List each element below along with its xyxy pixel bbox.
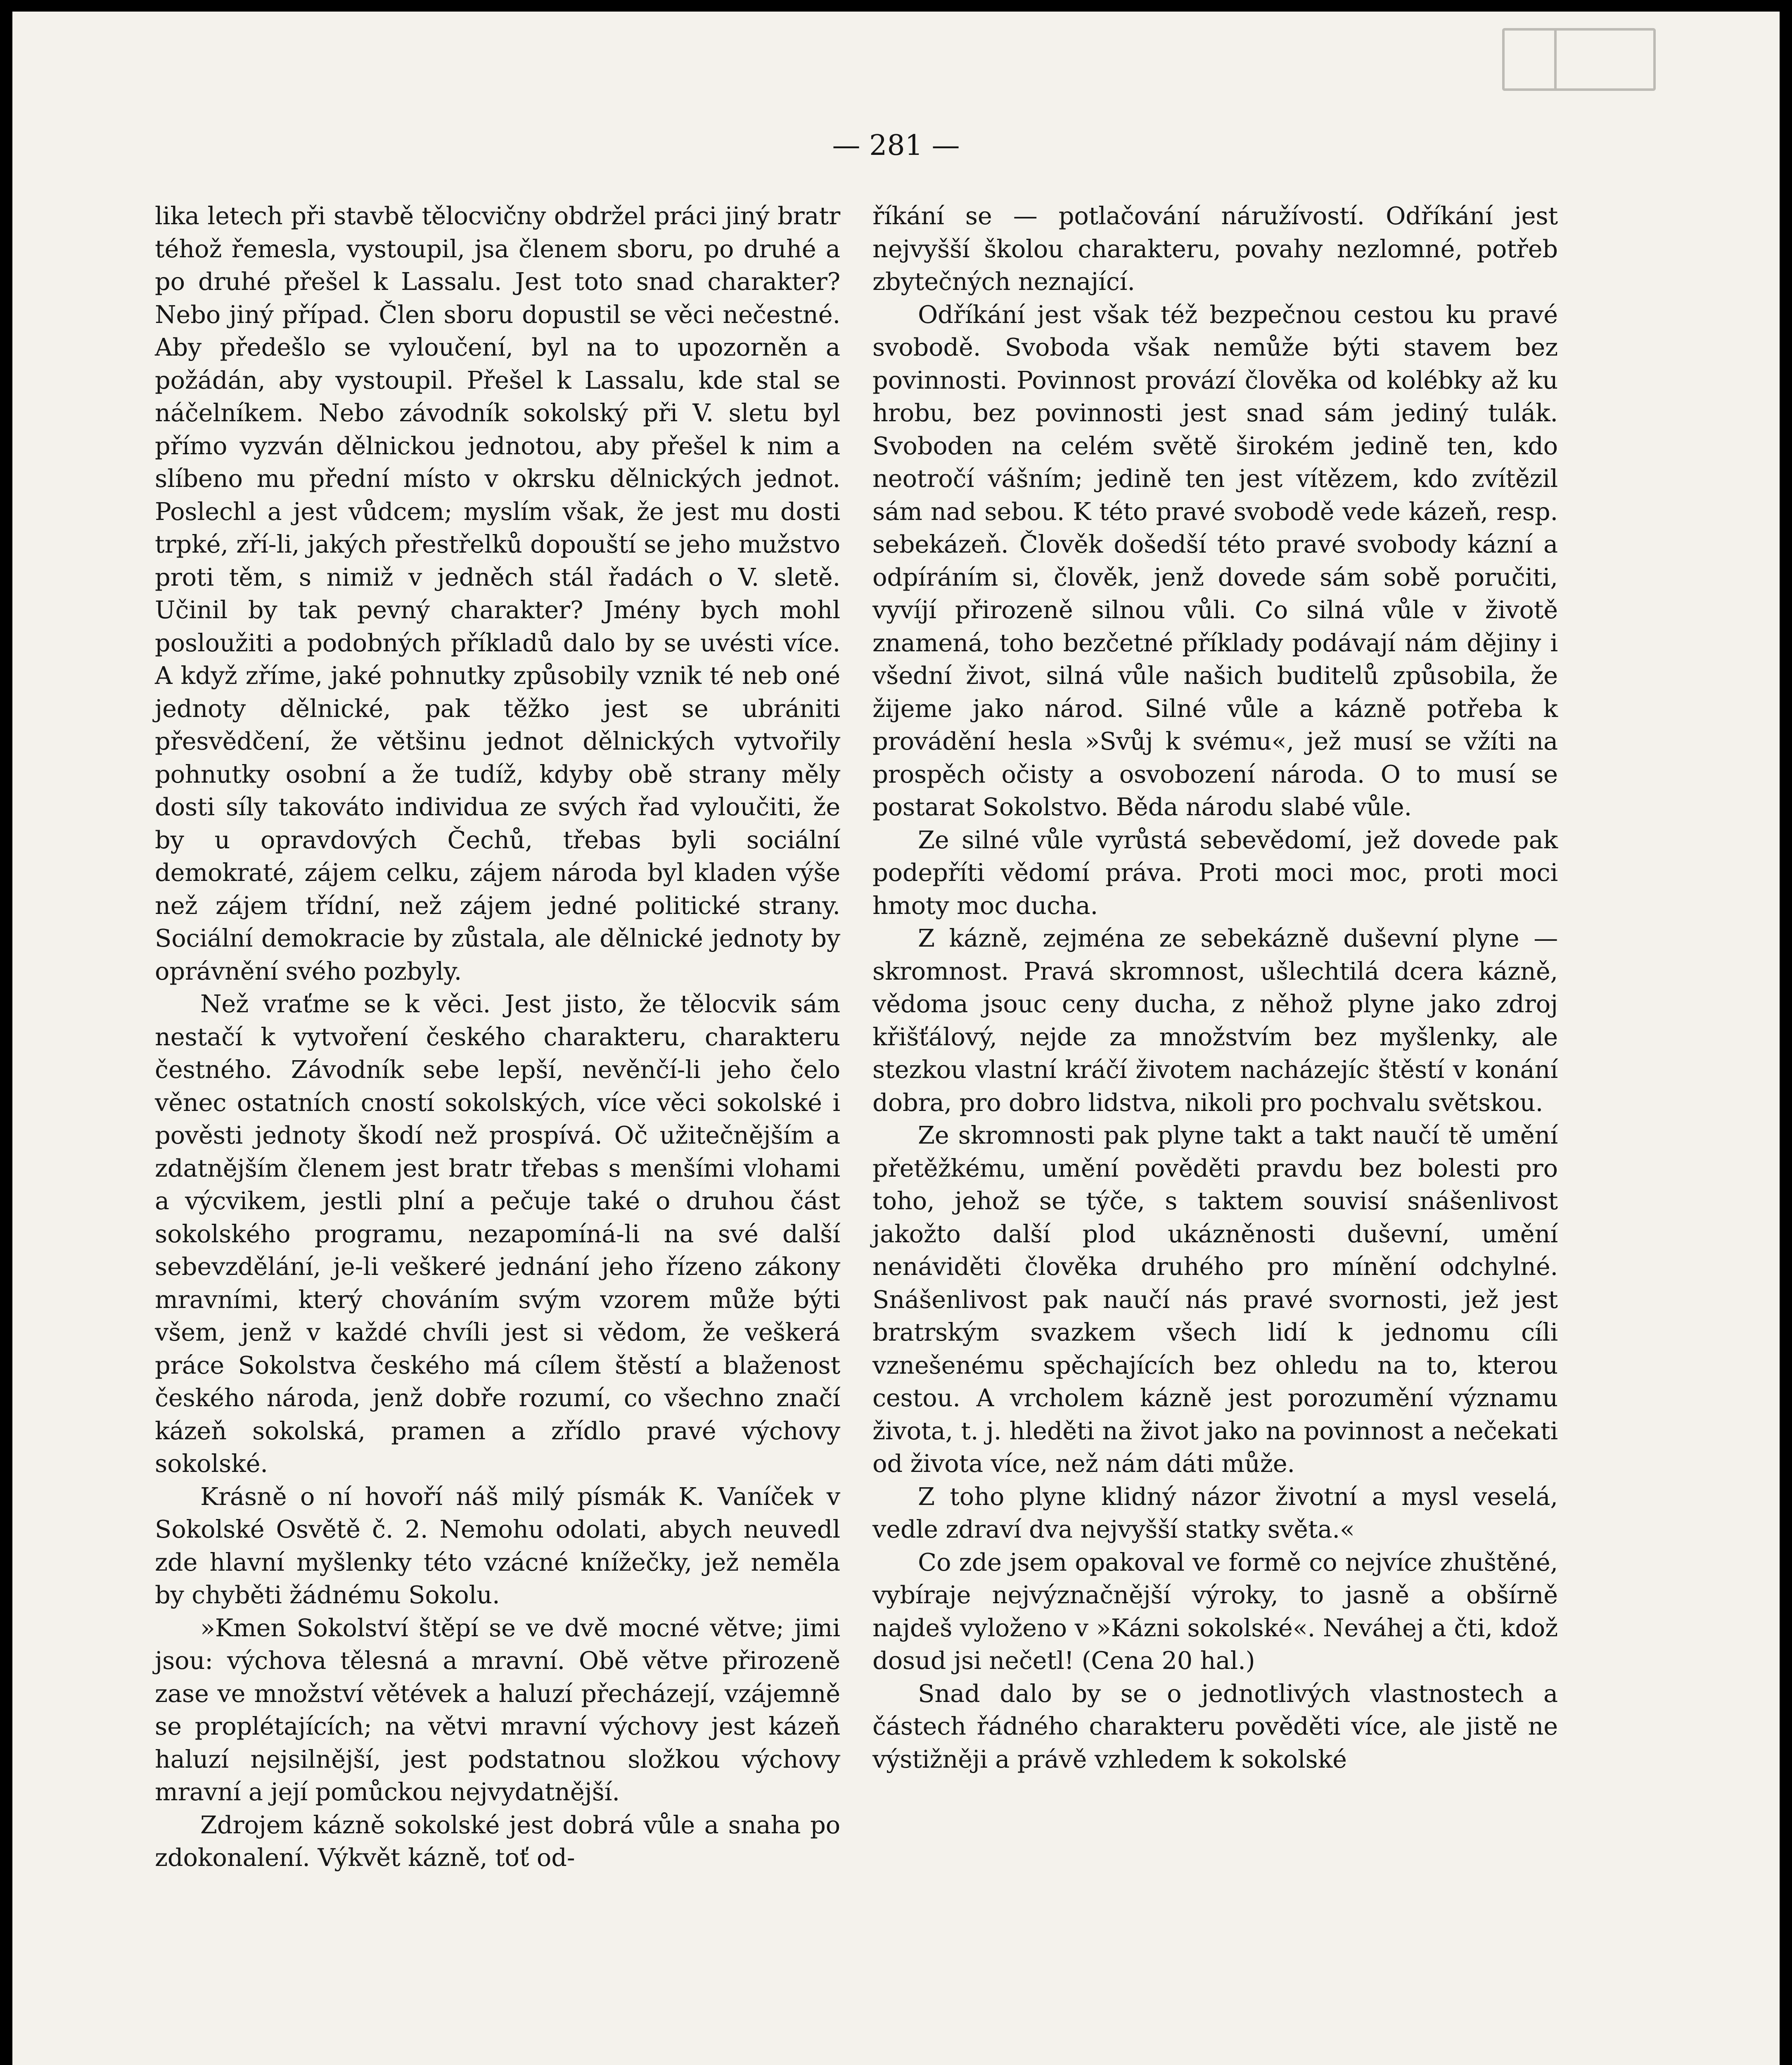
paragraph: Zdrojem kázně sokolské jest dobrá vůle a snaha po zdokonalení. Výkvět kázně, toť od-	[155, 1810, 840, 1872]
page-number: — 281 —	[832, 129, 960, 162]
right-column	[872, 199, 1558, 1775]
left-column	[155, 199, 840, 1874]
paragraph: »Kmen Sokolství štěpí se ve dvě mocné větve; jimi jsou: výchova tělesná a mravní. Obě větve přirozeně zase ve množství větévek a haluzí přecházejí, vzájemně se proplétajících; na větvi mravní výchovy jest kázeň haluzí nejsilnější, jest podstatnou složkou výchovy mravní a její pomůckou nejvydatnější.	[155, 1613, 840, 1806]
paragraph: Snad dalo by se o jednotlivých vlastnostech a částech řádného charakteru pověděti více, ale jistě ne výstižněji a právě vzhledem k sokolské	[872, 1679, 1558, 1773]
paragraph: říkání se — potlačování náružívostí. Odříkání jest nejvyšší školou charakteru, povahy nezlomné, potřeb zbytečných neznající.	[872, 202, 1558, 296]
paragraph: Krásně o ní hovoří náš milý písmák K. Vaníček v Sokolské Osvětě č. 2. Nemohu odolati, abych neuvedl zde hlavní myšlenky této vzácné knížečky, jež neměla by chyběti žádnému Sokolu.	[155, 1482, 840, 1609]
paragraph: Co zde jsem opakoval ve formě co nejvíce zhuštěné, vybíraje nejvýznačnější výroky, to jasně a obšírně najdeš vyloženo v »Kázni sokolské«. Neváhej a čti, kdož dosud jsi nečetl! (Cena 20 hal.)	[872, 1548, 1558, 1675]
paragraph: Ze silné vůle vyrůstá sebevědomí, jež dovede pak podepříti vědomí práva. Proti moci moc, proti moci hmoty moc ducha.	[872, 825, 1558, 920]
scan-corner-mark	[1502, 28, 1656, 91]
scanned-page	[12, 12, 1780, 2065]
paragraph: lika letech při stavbě tělocvičny obdržel práci jiný bratr téhož řemesla, vystoupil, jsa členem sboru, po druhé a po druhé přešel k Lassalu. Jest toto snad charakter? Nebo jiný případ. Člen sboru dopustil se věci nečestné. Aby předešlo se vyloučení, byl na to upozorněn a požádán, aby vystoupil. Přešel k Lassalu, kde stal se náčelníkem. Nebo závodník sokolský při V. sletu byl přímo vyzván dělnickou jednotou, aby přešel k nim a slíbeno mu přední místo v okrsku dělnických jednot. Poslechl a jest vůdcem; myslím však, že jest mu dosti trpké, zří-li, jakých přestřelků dopouští se jeho mužstvo proti těm, s nimiž v jedněch stál řadách o V. sletě. Učinil by tak pevný charakter? Jmény bych mohl posloužiti a podobných příkladů dalo by se uvésti více. A když zříme, jaké pohnutky způsobily vznik té neb oné jednoty dělnické, pak těžko jest se ubrániti přesvědčení, že většinu jednot dělnických vytvořily pohnutky osobní a že tudíž, kdyby obě strany měly dosti síly takováto individua ze svých řad vyloučiti, že by u opravdových Čechů, třebas byli sociální demokraté, zájem celku, zájem národa byl kladen výše než zájem třídní, než zájem jedné politické strany. Sociální demokracie by zůstala, ale dělnické jednoty by oprávnění svého pozbyly.	[155, 202, 840, 985]
paragraph: Z kázně, zejména ze sebekázně duševní plyne — skromnost. Pravá skromnost, ušlechtilá dcera kázně, vědoma jsouc ceny ducha, z něhož plyne jako zdroj křišťálový, nejde za množstvím bez myšlenky, ale stezkou vlastní kráčí životem nacházejíc štěstí v konání dobra, pro dobro lidstva, nikoli pro pochvalu světskou.	[872, 924, 1558, 1117]
paragraph: Než vraťme se k věci. Jest jisto, že tělocvik sám nestačí k vytvoření českého charakteru, charakteru čestného. Závodník sebe lepší, nevěnčí-li jeho čelo věnec ostatních cností sokolských, více věci sokolské i pověsti jednoty škodí než prospívá. Oč užitečnějším a zdatnějším členem jest bratr třebas s menšími vlohami a výcvikem, jestli plní a pečuje také o druhou část sokolského programu, nezapomíná-li na své další sebevzdělání, je-li veškeré jednání jeho řízeno zákony mravními, který chováním svým vzorem může býti všem, jenž v každé chvíli jest si vědom, že veškerá práce Sokolstva českého má cílem štěstí a blaženost českého národa, jenž dobře rozumí, co všechno značí kázeň sokolská, pramen a zřídlo pravé výchovy sokolské.	[155, 990, 840, 1478]
paragraph: Z toho plyne klidný názor životní a mysl veselá, vedle zdraví dva nejvyšší statky světa.«	[872, 1482, 1558, 1543]
paragraph: Ze skromnosti pak plyne takt a takt naučí tě umění přetěžkému, umění pověděti pravdu bez bolesti pro toho, jehož se týče, s taktem souvisí snášenlivost jakožto další plod ukázněnosti duševní, umění nenáviděti člověka druhého pro mínění odchylné. Snášenlivost pak naučí nás pravé svornosti, jež jest bratrským svazkem všech lidí k jednomu cíli vznešenému spěchajících bez ohledu na to, kterou cestou. A vrcholem kázně jest porozumění významu života, t. j. hleděti na život jako na povinnost a nečekati od života více, než nám dáti může.	[872, 1121, 1558, 1478]
paragraph: Odříkání jest však též bezpečnou cestou ku pravé svobodě. Svoboda však nemůže býti stavem bez povinnosti. Povinnost provází člověka od kolébky až ku hrobu, bez povinnosti jest snad sám jediný tulák. Svoboden na celém světě širokém jedině ten, kdo neotročí vášním; jedině ten jest vítězem, kdo zvítězil sám nad sebou. K této pravé svobodě vede kázeň, resp. sebekázeň. Člověk došedší této pravé svobody kázní a odpíráním si, člověk, jenž dovede sám sobě poručiti, vyvíjí přirozeně silnou vůli. Co silná vůle v životě znamená, toho bezčetné příklady podávají nám dějiny i všední život, silná vůle našich buditelů způsobila, že žijeme jako národ. Silné vůle a kázně potřeba k provádění hesla »Svůj k svému«, jež musí se vžíti na prospěch očisty a osvobození národa. O to musí se postarat Sokolstvo. Běda národu slabé vůle.	[872, 300, 1558, 821]
